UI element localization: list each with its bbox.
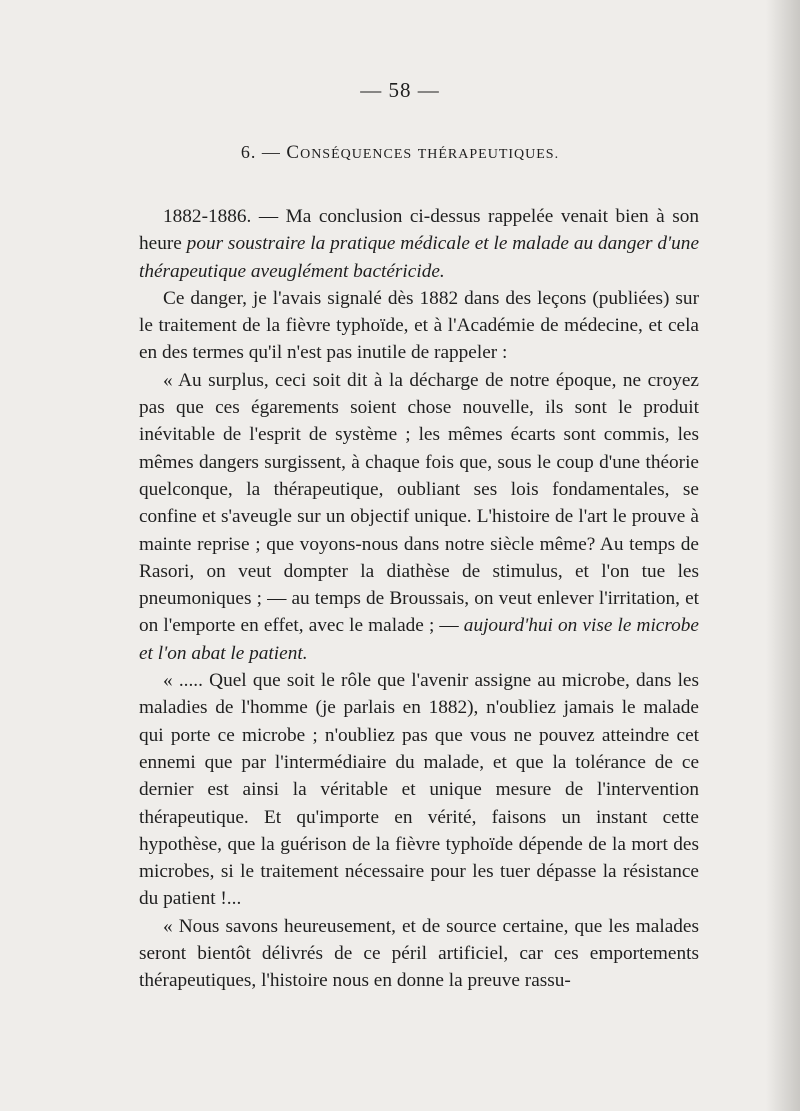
paragraph-text: « ..... Quel que soit le rôle que l'avenir assigne au microbe, dans les maladies de l'homme (je parlais en 1882), n'oubliez jamais le malade qui porte ce microbe ; n'oubliez pas que vous ne pouvez atteindre cet ennemi que par l'intermédiaire du malade, et que la tolérance de ce dernier est ainsi la véritable et unique mesure de l'intervention thérapeutique. Et qu'importe en vérité, faisons un instant cette hypothèse, que la guérison de la fièvre typhoïde dépende de la mort des microbes, si le traitement nécessaire pour les tuer dépasse la résistance du patient !... xyxy=(139,670,699,910)
paragraph-italic: aujourd'hui on vise le microbe et l'on abat le patient. xyxy=(139,615,699,664)
paragraph xyxy=(139,367,699,667)
paragraph xyxy=(139,913,699,995)
paragraph xyxy=(139,203,699,285)
paragraph xyxy=(139,667,699,913)
paragraph-italic: pour soustraire la pratique médicale et le malade au danger d'une thérapeutique aveuglément bactéricide. xyxy=(139,233,700,282)
section-title-word1: ONSÉQUENCES xyxy=(300,147,413,162)
paragraph xyxy=(139,285,699,367)
section-title-word2: THÉRAPEUTIQUES. xyxy=(417,147,560,162)
body-text xyxy=(139,203,699,995)
page-number: — 58 — xyxy=(360,78,440,102)
paragraph-text: « Au surplus, ceci soit dit à la décharge de notre époque, ne croyez pas que ces égarements soient chose nouvelle, ils sont le produit inévitable de l'esprit de système ; les mêmes écarts sont commis, les mêmes dangers surgissent, à chaque fois que, sous le coup d'une théorie quelconque, la thérapeutique, oubliant ses lois fondamentales, se confine et s'aveugle sur un objectif unique. L'histoire de l'art le prouve à mainte reprise ; que voyons-nous dans notre siècle même? Au temps de Rasori, on veut dompter la diathèse de stimulus, et l'on tue les pneumoniques ; — au temps de Broussais, on veut enlever l'irritation, et on l'emporte en effet, avec le malade ; — xyxy=(139,369,699,637)
section-heading xyxy=(0,142,800,164)
paragraph-text: Ce danger, je l'avais signalé dès 1882 dans des leçons (publiées) sur le traitement de la fièvre typhoïde, et à l'Académie de médecine, et cela en des termes qu'il n'est pas inutile de rappeler : xyxy=(139,287,699,364)
paragraph-text: 1882-1886. — Ma conclusion ci-dessus rappelée venait bien à son heure xyxy=(139,206,699,255)
paragraph-text: « Nous savons heureusement, et de source certaine, que les malades seront bientôt délivrés de ce péril artificiel, car ces emportements thérapeutiques, l'histoire nous en donne la preuve rassu- xyxy=(139,915,699,992)
section-title-initial: C xyxy=(286,142,301,163)
page-edge-shadow xyxy=(766,0,800,1111)
section-number: 6. — xyxy=(240,142,281,162)
